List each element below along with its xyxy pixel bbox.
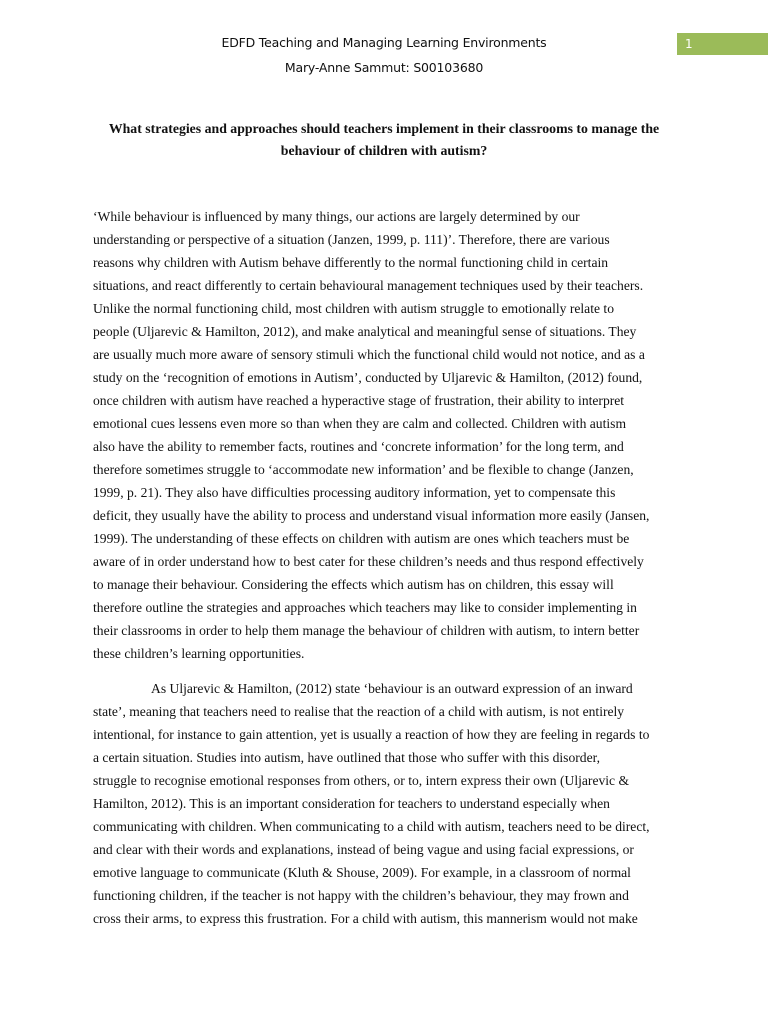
paragraph-line: also have the ability to remember facts, routines and ‘concrete information’ for the long term, and: [93, 439, 624, 454]
paragraph-line: their classrooms in order to help them manage the behaviour of children with autism, to intern better: [93, 623, 640, 638]
header-course-title: EDFD Teaching and Managing Learning Environments: [221, 35, 547, 50]
paragraph-line: therefore sometimes struggle to ‘accommodate new information’ and be flexible to change (Janzen,: [93, 462, 634, 477]
paragraph-line: and clear with their words and explanations, instead of being vague and using facial expressions, or: [93, 842, 634, 857]
essay-title-line-2: behaviour of children with autism?: [280, 143, 488, 158]
paragraph-line: reasons why children with Autism behave differently to the normal functioning child in certain: [93, 255, 609, 270]
paragraph-line: functioning children, if the teacher is not happy with the children’s behaviour, they may frown and: [93, 888, 629, 903]
paragraph-line: to manage their behaviour. Considering the effects which autism has on children, this essay will: [93, 577, 614, 592]
essay-title: [93, 118, 675, 162]
paragraph-2: [93, 677, 675, 930]
paragraph-1: [93, 205, 675, 665]
header-author: Mary-Anne Sammut: S00103680: [284, 60, 484, 75]
paragraph-line: struggle to recognise emotional responses from others, or to, intern express their own (Uljarevic &: [93, 773, 630, 788]
paragraph-line: understanding or perspective of a situation (Janzen, 1999, p. 111)’. Therefore, there are various: [93, 232, 610, 247]
paragraph-line: emotive language to communicate (Kluth & Shouse, 2009). For example, in a classroom of normal: [93, 865, 631, 880]
paragraph-line: therefore outline the strategies and approaches which teachers may like to consider implementing in: [93, 600, 637, 615]
essay-title-line-1: What strategies and approaches should teachers implement in their classrooms to manage the: [108, 121, 660, 136]
paragraph-line: people (Uljarevic & Hamilton, 2012), and make analytical and meaningful sense of situations. They: [93, 324, 637, 339]
paragraph-line: aware of in order understand how to best cater for these children’s needs and thus respond effectively: [93, 554, 644, 569]
paragraph-line: 1999, p. 21). They also have difficulties processing auditory information, yet to compensate this: [93, 485, 616, 500]
paragraph-line: ‘While behaviour is influenced by many things, our actions are largely determined by our: [93, 209, 580, 224]
paragraph-line: intentional, for instance to gain attention, yet is usually a reaction of how they are feeling in regards to: [93, 727, 650, 742]
paragraph-line: 1999). The understanding of these effects on children with autism are ones which teachers must be: [93, 531, 630, 546]
paragraph-line: study on the ‘recognition of emotions in Autism’, conducted by Uljarevic & Hamilton, (2012) found,: [93, 370, 643, 385]
paragraph-line: Unlike the normal functioning child, most children with autism struggle to emotionally relate to: [93, 301, 614, 316]
paragraph-line: state’, meaning that teachers need to realise that the reaction of a child with autism, is not entirely: [93, 704, 625, 719]
paragraph-line: situations, and react differently to certain behavioural management techniques used by their teachers.: [93, 278, 644, 293]
paragraph-line: Hamilton, 2012). This is an important consideration for teachers to understand especially when: [93, 796, 610, 811]
paragraph-line: deficit, they usually have the ability to process and understand visual information more easily (Jansen,: [93, 508, 650, 523]
paragraph-line: once children with autism have reached a hyperactive stage of frustration, their ability to interpret: [93, 393, 625, 408]
paragraph-line: are usually much more aware of sensory stimuli which the functional child would not notice, and as a: [93, 347, 645, 362]
page-number-badge: 1: [677, 33, 768, 55]
paragraph-line: communicating with children. When communicating to a child with autism, teachers need to be direct,: [93, 819, 650, 834]
paragraph-line: As Uljarevic & Hamilton, (2012) state ‘behaviour is an outward expression of an inward: [151, 681, 633, 696]
paragraph-line: cross their arms, to express this frustration. For a child with autism, this mannerism would not make: [93, 911, 638, 926]
paragraph-line: these children’s learning opportunities.: [93, 646, 305, 661]
paragraph-line: emotional cues lessens even more so than when they are calm and collected. Children with autism: [93, 416, 627, 431]
paragraph-line: a certain situation. Studies into autism, have outlined that those who suffer with this disorder,: [93, 750, 600, 765]
